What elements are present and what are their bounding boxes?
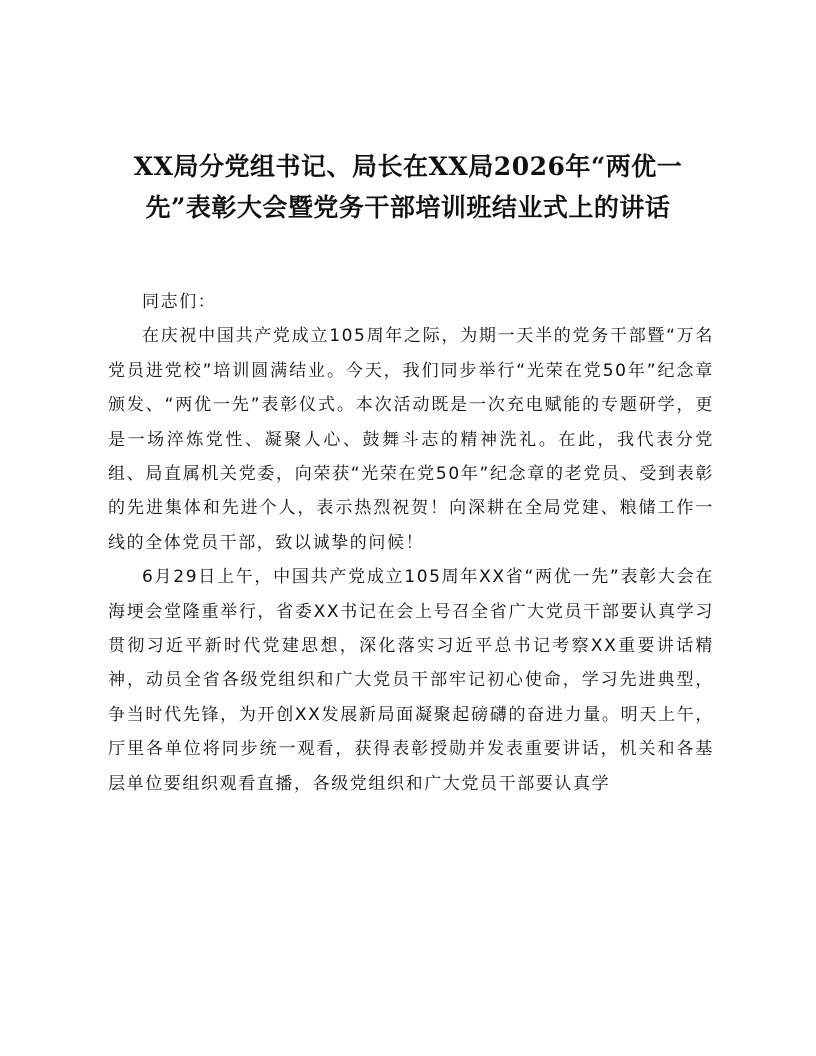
body-paragraph: 6月29日上午，中国共产党成立105周年XX省“两优一先”表彰大会在海埂会堂隆重举行，省委XX书记在会上号召全省广大党员干部要认真学习贯彻习近平新时代党建思想，深化落实习近平总书记考察XX重要讲话精神，动员全省各级党组织和广大党员干部牢记初心使命，学习先进典型，争当时代先锋，为开创XX发展新局面凝聚起磅礴的奋进力量。明天上午，厅里各单位将同步统一观看，获得表彰授勋并发表重要讲话，机关和各基层单位要组织观看直播，各级党组织和广大党员干部要认真学	[108, 567, 714, 794]
document-body	[108, 285, 714, 801]
body-paragraph: 在庆祝中国共产党成立105周年之际，为期一天半的党务干部暨“万名党员进党校”培训圆满结业。今天，我们同步举行“光荣在党50年”纪念章颁发、“两优一先”表彰仪式。本次活动既是一次充电赋能的专题研学，更是一场淬炼党性、凝聚人心、鼓舞斗志的精神洗礼。在此，我代表分党组、局直属机关党委，向荣获“光荣在党50年”纪念章的老党员、受到表彰的先进集体和先进个人，表示热烈祝贺！向深耕在全局党建、粮储工作一线的全体党员干部，致以诚挚的问候！	[108, 326, 714, 553]
salutation: 同志们：	[142, 292, 217, 312]
document-title: XX局分党组书记、局长在XX局2026年“两优一先”表彰大会暨党务干部培训班结业式上的讲话	[133, 152, 683, 222]
